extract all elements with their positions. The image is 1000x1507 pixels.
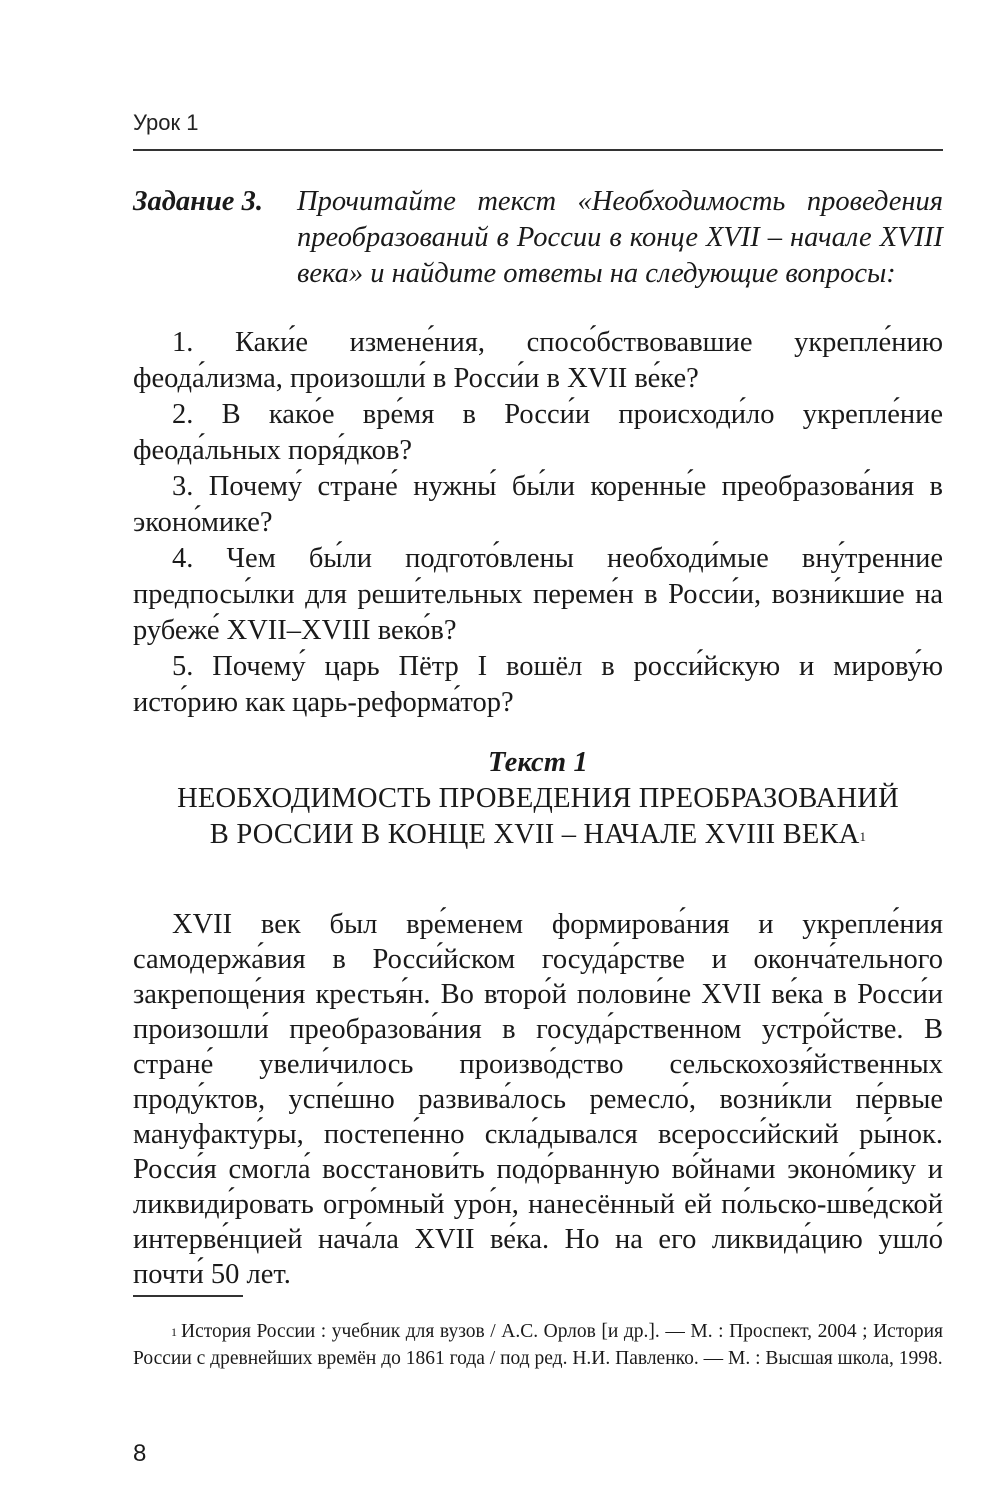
question-item: 1. Каки́е измене́ния, спосо́бствовавшие укрепле́нию феода́лизма, произошли́ в Росси́и в XVII ве́ке? — [133, 327, 943, 394]
question-list — [133, 325, 943, 721]
question-item: 5. Почему́ царь Пётр I вошёл в росси́йскую и мирову́ю исто́рию как царь-реформа́тор? — [133, 651, 943, 718]
footnote-reference[interactable]: 1 — [859, 829, 867, 844]
running-head: Урок 1 — [133, 110, 199, 135]
task-block — [133, 184, 943, 292]
page-number: 8 — [133, 1440, 147, 1467]
footnote-divider — [133, 1295, 243, 1297]
body-paragraph: XVII век был вре́менем формирова́ния и укрепле́ния самодержа́вия в Росси́йском госуда́рстве и оконча́тельного закрепоще́ния крестья́н. Во второ́й полови́не XVII ве́ка в Росси́и произошли́ преобразова́ния в госуда́рственном устро́йстве. В стране́ увели́чилось произво́дство сельскохозя́йственных проду́ктов, успе́шно развива́лось ремесло́, возни́кли пе́рвые мануфакту́ры, постепе́нно скла́дывался всеросси́йский ры́нок. Росси́я смогла́ восстанови́ть подо́рванную во́йнами эконо́мику и ликвиди́ровать огро́мный уро́н, нанесённый ей по́льско-шве́дской интерве́нцией нача́ла XVII ве́ка. Но на его ликвида́цию ушло́ почти́ 50 лет. — [133, 908, 943, 1290]
text-title-line-2: В РОССИИ В КОНЦЕ XVII – НАЧАЛЕ XVIII ВЕКА — [209, 819, 860, 850]
footnote — [133, 1318, 943, 1372]
footnote-text: История России : учебник для вузов / А.С. Орлов [и др.]. — М. : Проспект, 2004 ; История России с древнейших времён до 1861 года / под ред. Н.И. Павленко. — М. : Высшая школа, 1998. — [133, 1321, 943, 1369]
task-label: Задание 3. — [133, 186, 263, 217]
text-title-line-2-wrapper — [133, 817, 943, 853]
text-heading — [133, 745, 943, 853]
question-item: 2. В како́е вре́мя в Росси́и происходи́ло укрепле́ние феода́льных поря́дков? — [133, 399, 943, 466]
footnote-mark: 1 — [171, 1325, 177, 1339]
header-divider — [133, 149, 943, 151]
task-instruction: Прочитайте текст «Необходимость проведения преобразований в России в конце XVII – начале XVIII века» и найдите ответы на следующие вопросы: — [297, 186, 943, 289]
question-item: 4. Чем бы́ли подгото́влены необходи́мые вну́тренние предпосы́лки для реши́тельных переме́н в Росси́и, возни́кшие на рубеже́ XVII–XVIII веко́в? — [133, 543, 943, 646]
question-item: 3. Почему́ стране́ нужны́ бы́ли коренны́е преобразова́ния в эконо́мике? — [133, 471, 943, 538]
text-title-line-1: НЕОБХОДИМОСТЬ ПРОВЕДЕНИЯ ПРЕОБРАЗОВАНИЙ — [177, 783, 899, 814]
text-label: Текст 1 — [488, 747, 588, 778]
